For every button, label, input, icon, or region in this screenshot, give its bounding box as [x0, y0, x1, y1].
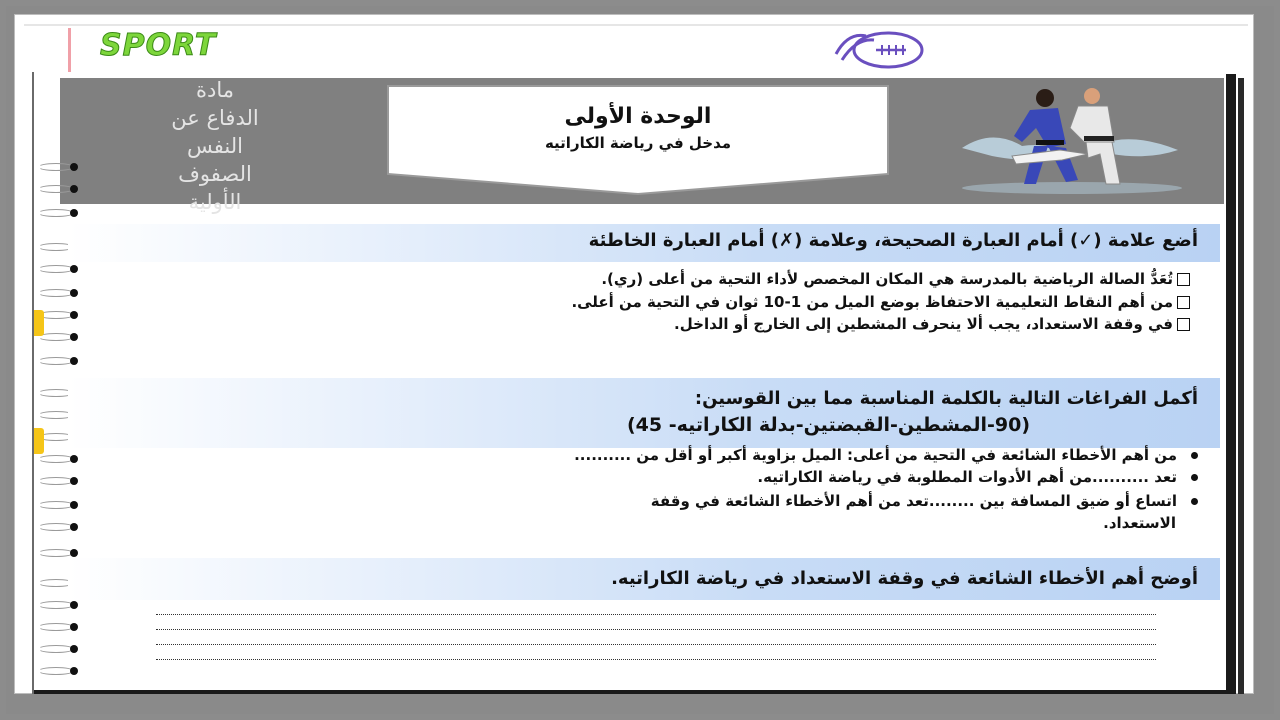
tf-statement-text: من أهم النقاط التعليمية الاحتفاظ بوضع الميل من 1-10 ثوان في التحية من أعلى. — [571, 293, 1173, 311]
rugby-ball-icon — [826, 26, 936, 70]
section2-instruction: أكمل الفراغات التالية بالكلمة المناسبة مما بين القوسين: — [694, 388, 1198, 409]
judo-illustration — [952, 84, 1192, 196]
fill-item — [118, 492, 1198, 510]
spiral-ring — [38, 160, 82, 174]
section3-instruction: أوضح أهم الأخطاء الشائعة في وقفة الاستعداد في رياضة الكاراتيه. — [611, 568, 1198, 589]
spiral-ring — [38, 664, 82, 678]
spiral-ring — [38, 520, 82, 534]
tf-statement-text: تُعَدُّ الصالة الرياضية بالمدرسة هي المكان المخصص لأداء التحية من أعلى (ري). — [601, 270, 1173, 288]
subject-label — [70, 76, 360, 214]
section1-instruction: أضع علامة (✓) أمام العبارة الصحيحة، وعلامة (✗) أمام العبارة الخاطئة — [588, 230, 1198, 251]
bullet — [1191, 452, 1198, 459]
spiral-ring — [38, 452, 82, 466]
bullet — [1191, 498, 1198, 505]
sport-logo: SPORT — [100, 28, 217, 63]
tf-statement-text: في وقفة الاستعداد، يجب ألا ينحرف المشطين إلى الخارج أو الداخل. — [674, 315, 1173, 333]
spiral-ring — [38, 620, 82, 634]
unit-subtitle: مدخل في رياضة الكاراتيه — [544, 134, 732, 152]
answer-line — [156, 659, 1156, 660]
spiral-ring — [38, 308, 82, 322]
answer-line — [156, 629, 1156, 630]
subject-line: مادة — [195, 78, 234, 102]
answer-checkbox[interactable] — [1177, 296, 1190, 309]
spiral-ring — [38, 354, 82, 368]
spiral-ring — [38, 642, 82, 656]
subject-line: الأولية — [188, 190, 242, 214]
bullet — [1191, 474, 1198, 481]
spiral-ring — [38, 262, 82, 276]
answer-line — [156, 614, 1156, 615]
answer-checkbox[interactable] — [1177, 273, 1190, 286]
tf-statement — [90, 293, 1190, 311]
subject-line: النفس — [187, 134, 243, 158]
fill-item-text: تعد ..........من أهم الأدوات المطلوبة في رياضة الكاراتيه. — [757, 468, 1177, 486]
answer-checkbox[interactable] — [1177, 318, 1190, 331]
page-edge-back — [1238, 78, 1244, 694]
spiral-ring — [38, 498, 82, 512]
page-edge — [1226, 74, 1236, 694]
page-bottom-edge — [34, 690, 1234, 694]
yellow-tab — [34, 310, 44, 336]
section2-choices: (90-المشطين-القبضتين-بدلة الكاراتيه- 45) — [626, 414, 1030, 436]
spiral-ring — [38, 598, 82, 612]
fill-item — [118, 468, 1198, 486]
tf-statement — [90, 315, 1190, 333]
spiral-ring — [38, 286, 82, 300]
answer-line — [156, 644, 1156, 645]
fill-item-text: من أهم الأخطاء الشائعة في التحية من أعلى: الميل بزاوية أكبر أو أقل من .......... — [574, 446, 1177, 464]
spiral-ring — [38, 182, 82, 196]
spiral-ring — [38, 330, 82, 344]
tf-statement — [90, 270, 1190, 288]
yellow-tab — [34, 428, 44, 454]
subject-line: الصفوف — [178, 162, 252, 186]
subject-line: الدفاع عن — [171, 106, 259, 130]
spiral-ring — [38, 206, 82, 220]
unit-title: الوحدة الأولى — [564, 104, 712, 129]
fill-item-continuation: الاستعداد. — [1103, 514, 1176, 532]
spiral-ring — [38, 474, 82, 488]
fill-item-text: اتساع أو ضيق المسافة بين ........تعد من أهم الأخطاء الشائعة في وقفة — [650, 492, 1177, 510]
fill-item — [118, 446, 1198, 464]
